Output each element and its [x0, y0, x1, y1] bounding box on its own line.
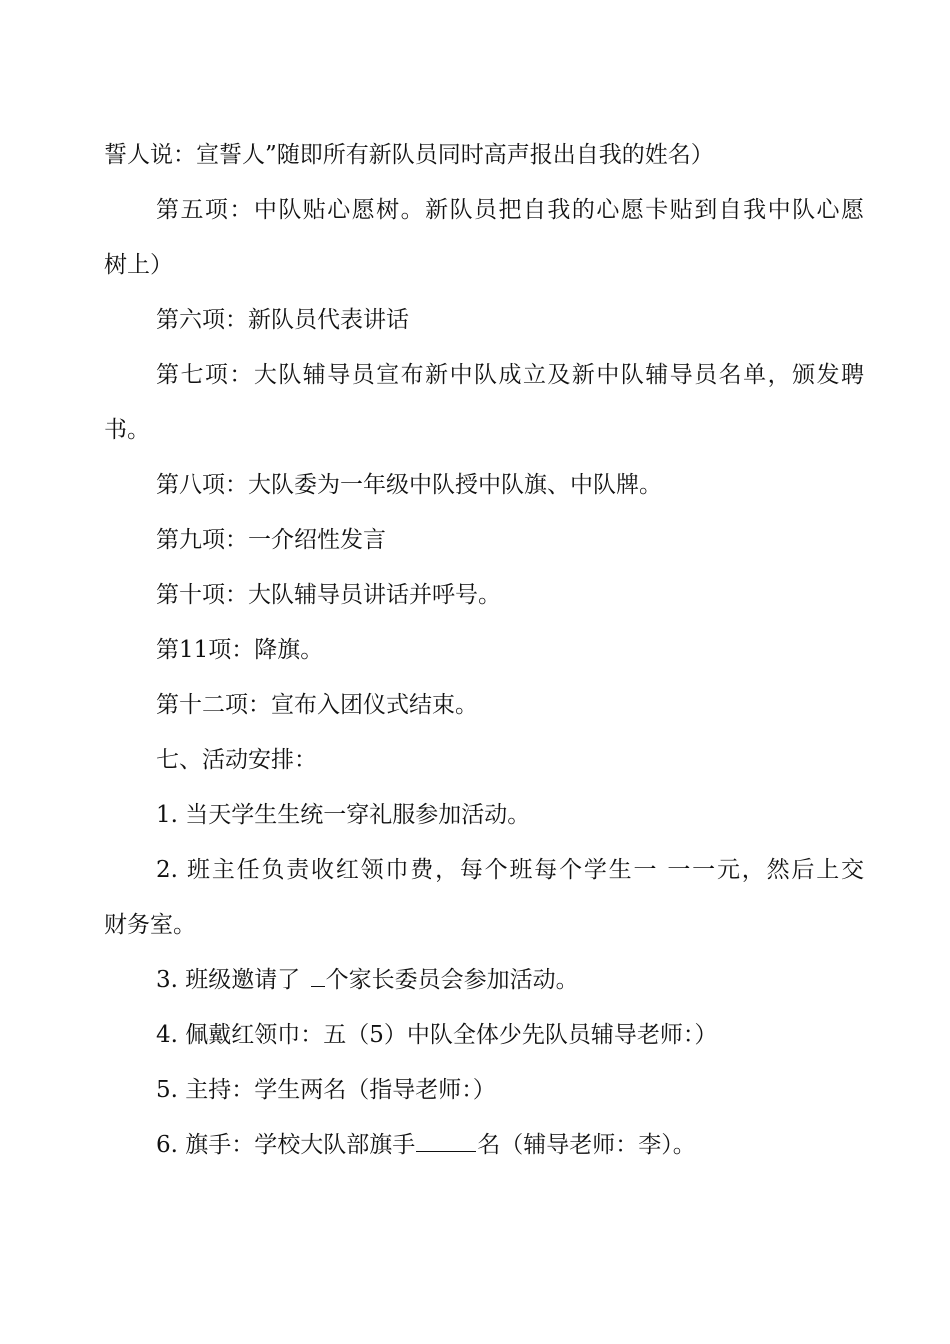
- text-line-arrangement-2: 2. 班主任负责收红领巾费，每个班每个学生一 一一元，然后上交: [156, 857, 864, 883]
- text-line-item-5: 第五项：中队贴心愿树。新队员把自我的心愿卡贴到自我中队心愿: [156, 197, 864, 223]
- text-arrangement-6-part2: 名（辅导老师：李）。: [477, 1132, 696, 1158]
- text-line-item-12: 第十二项：宣布入团仪式结束。: [156, 692, 478, 718]
- text-line-item-10: 第十项：大队辅导员讲话并呼号。: [156, 582, 501, 608]
- text-line-arrangement-5: 5. 主持：学生两名（指导老师：）: [156, 1077, 496, 1103]
- text-line-oath: 誓人说：宣誓人”随即所有新队员同时高声报出自我的姓名）: [104, 142, 714, 168]
- text-arrangement-6-part1: 6. 旗手：学校大队部旗手: [156, 1132, 416, 1158]
- document-body: [104, 128, 864, 1173]
- fill-in-blank: [311, 968, 325, 987]
- text-arrangement-3-part2: 个家长委员会参加活动。: [325, 967, 579, 993]
- text-arrangement-3-part1: 3. 班级邀请了: [156, 967, 308, 993]
- text-line-arrangement-3: [104, 953, 864, 1008]
- section-heading-activity-arrangement: 七、活动安排：: [156, 747, 317, 773]
- text-line-item-7-cont: 书。: [104, 417, 150, 443]
- text-line-item-7: 第七项：大队辅导员宣布新中队成立及新中队辅导员名单，颁发聘: [156, 362, 864, 388]
- text-line-arrangement-4: 4. 佩戴红领巾：五（5）中队全体少先队员辅导老师：）: [156, 1022, 718, 1048]
- text-line-arrangement-2-cont: 财务室。: [104, 912, 196, 938]
- text-line-item-8: 第八项：大队委为一年级中队授中队旗、中队牌。: [156, 472, 662, 498]
- fill-in-blank: [416, 1133, 476, 1152]
- text-line-item-6: 第六项：新队员代表讲话: [156, 307, 409, 333]
- text-line-item-5-cont: 树上）: [104, 252, 173, 278]
- text-line-arrangement-6: [104, 1118, 864, 1173]
- text-line-item-11: 第11项：降旗。: [156, 637, 324, 663]
- text-line-item-9: 第九项：一介绍性发言: [156, 527, 386, 553]
- text-line-arrangement-1: 1. 当天学生生统一穿礼服参加活动。: [156, 802, 531, 828]
